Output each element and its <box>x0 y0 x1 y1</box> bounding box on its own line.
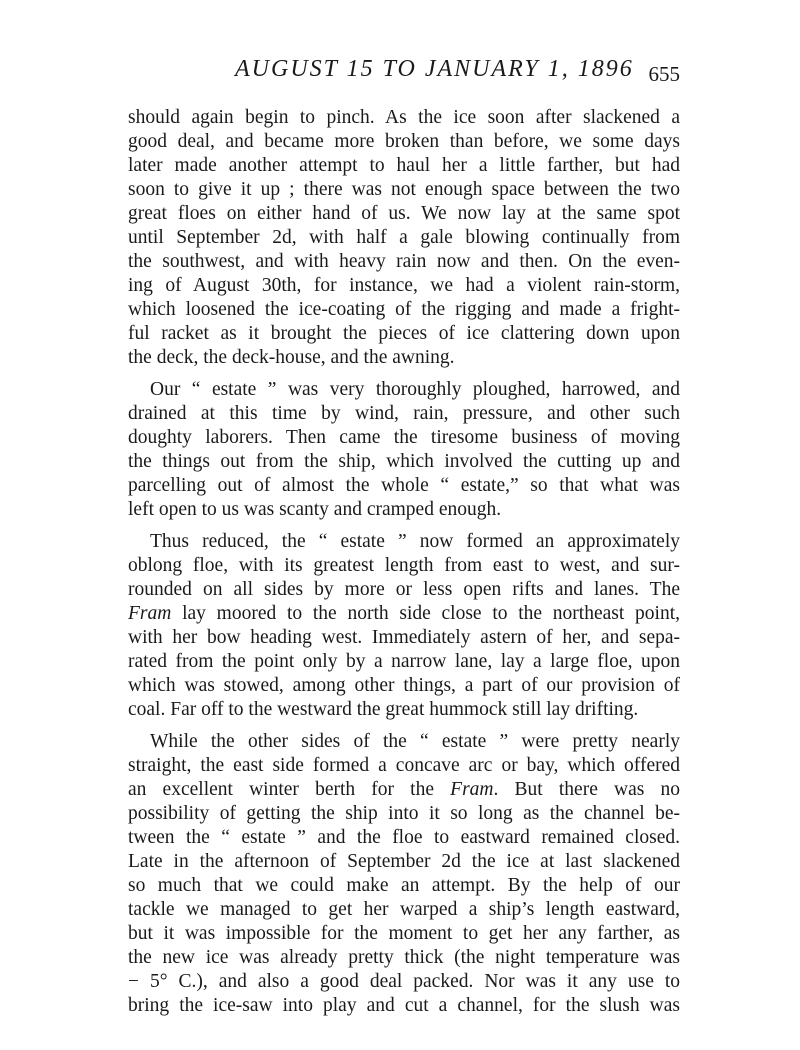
text-line: While the other sides of the “ estate ” were pretty nearly <box>150 731 680 752</box>
text-line: − 5° C.), and also a good deal packed. Nor was it any use to <box>128 971 680 992</box>
text-line: an excellent winter berth for the Fram. But there was no <box>128 779 680 800</box>
text-line: Thus reduced, the “ estate ” now formed an approximately <box>150 531 680 552</box>
text-line: parcelling out of almost the whole “ estate,” so that what was <box>128 475 680 496</box>
text-line: soon to give it up ; there was not enough space between the two <box>128 179 680 200</box>
text-line: straight, the east side formed a concave arc or bay, which offered <box>128 755 680 776</box>
text-line: which loosened the ice-coating of the rigging and made a fright- <box>128 299 680 320</box>
text-line: ful racket as it brought the pieces of ice clattering down upon <box>128 323 680 344</box>
text-line: tween the “ estate ” and the floe to eastward remained closed. <box>128 827 680 848</box>
text-line: coal. Far off to the westward the great hummock still lay drifting. <box>128 699 639 720</box>
text-line: left open to us was scanty and cramped enough. <box>128 499 502 520</box>
ship-name: Fram <box>128 603 172 624</box>
text-line: good deal, and became more broken than before, we some days <box>128 131 680 152</box>
ship-name: Fram <box>450 779 494 800</box>
text-line: Late in the afternoon of September 2d the ice at last slackened <box>128 851 680 872</box>
paragraph-3 <box>128 530 680 722</box>
text-line: so much that we could make an attempt. By the help of our <box>128 875 680 896</box>
text-line: ing of August 30th, for instance, we had a violent rain-storm, <box>128 275 680 296</box>
running-title: AUGUST 15 TO JANUARY 1, 1896 <box>235 56 634 82</box>
body-text <box>128 106 680 1026</box>
text-line: Fram lay moored to the north side close to the northeast point, <box>128 603 680 624</box>
text-line: but it was impossible for the moment to get her any farther, as <box>128 923 680 944</box>
text-line: oblong floe, with its greatest length from east to west, and sur- <box>128 555 680 576</box>
text-line: drained at this time by wind, rain, pressure, and other such <box>128 403 680 424</box>
text-line: tackle we managed to get her warped a ship’s length eastward, <box>128 899 680 920</box>
text-line: rounded on all sides by more or less open rifts and lanes. The <box>128 579 680 600</box>
text-line: the southwest, and with heavy rain now and then. On the even- <box>128 251 680 272</box>
running-head <box>120 56 680 90</box>
text-line: great floes on either hand of us. We now lay at the same spot <box>128 203 680 224</box>
paragraph-1 <box>128 106 680 370</box>
text-line: the new ice was already pretty thick (the night temperature was <box>128 947 680 968</box>
text-line: Our “ estate ” was very thoroughly ploughed, harrowed, and <box>150 379 680 400</box>
text-line: should again begin to pinch. As the ice soon after slackened a <box>128 107 680 128</box>
text-line: until September 2d, with half a gale blowing continually from <box>128 227 680 248</box>
text-line: possibility of getting the ship into it so long as the channel be- <box>128 803 680 824</box>
text-line: the deck, the deck-house, and the awning. <box>128 347 455 368</box>
paragraph-4 <box>128 730 680 1018</box>
text-line: the things out from the ship, which involved the cutting up and <box>128 451 680 472</box>
text-line: bring the ice-saw into play and cut a channel, for the slush was <box>128 995 680 1016</box>
text-line: doughty laborers. Then came the tiresome business of moving <box>128 427 680 448</box>
text-line: with her bow heading west. Immediately astern of her, and sepa- <box>128 627 680 648</box>
text-line: which was stowed, among other things, a part of our provision of <box>128 675 680 696</box>
paragraph-2 <box>128 378 680 522</box>
page-number: 655 <box>648 62 680 86</box>
text-line: rated from the point only by a narrow lane, lay a large floe, upon <box>128 651 680 672</box>
text-line: later made another attempt to haul her a little farther, but had <box>128 155 680 176</box>
